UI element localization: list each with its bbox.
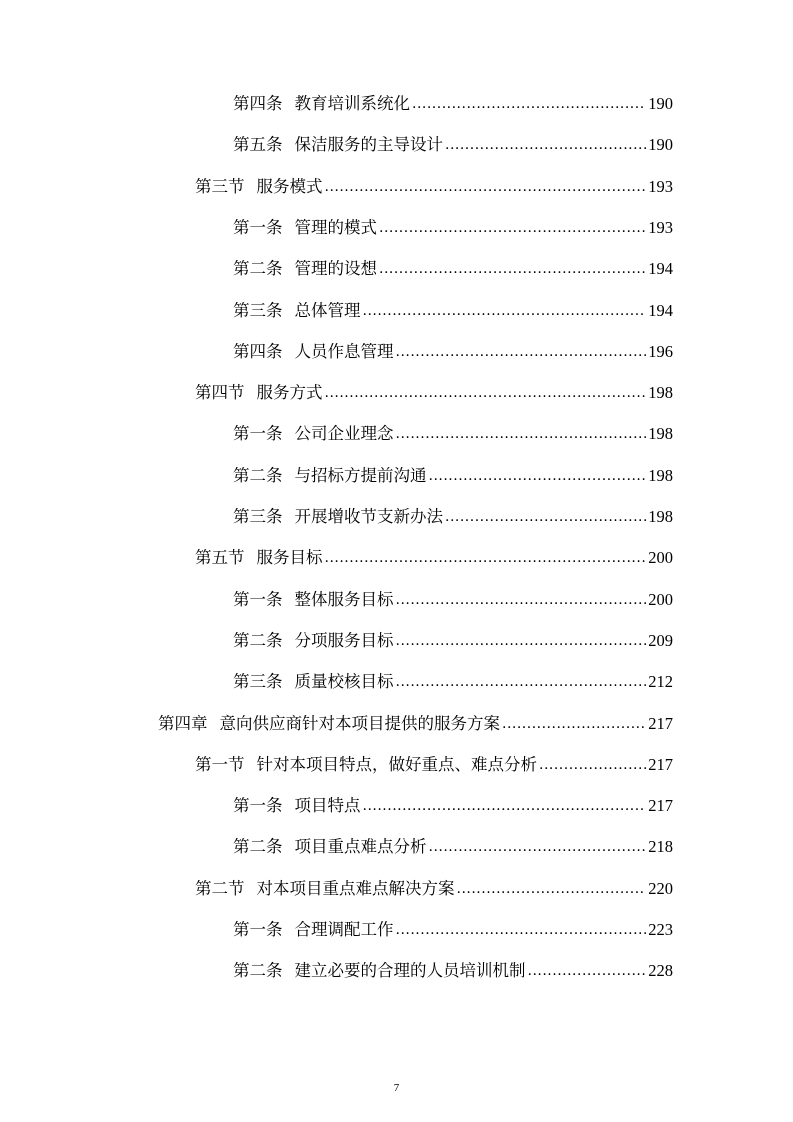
toc-entry-number: 第三节 [195, 176, 245, 196]
toc-entry[interactable] [158, 708, 673, 734]
toc-entry-number: 第二条 [233, 961, 283, 981]
toc-entry-page: 217 [648, 713, 673, 733]
toc-entry[interactable] [233, 584, 673, 610]
toc-dot-leader [412, 94, 646, 114]
toc-dot-leader [379, 218, 646, 238]
toc-entry-title: 意向供应商针对本项目提供的服务方案 [219, 713, 500, 733]
toc-entry[interactable] [233, 831, 673, 857]
toc-entry-number: 第一条 [233, 217, 283, 237]
toc-entry-number: 第三条 [233, 507, 283, 526]
toc-entry-number: 第一条 [233, 796, 283, 816]
toc-dot-leader [396, 920, 647, 940]
toc-entry-number: 第五节 [195, 548, 245, 568]
toc-dot-leader [396, 631, 647, 651]
toc-dot-leader [379, 259, 646, 279]
toc-dot-leader [363, 796, 647, 816]
toc-entry[interactable] [233, 790, 673, 816]
toc-entry-number: 第三条 [233, 300, 283, 320]
toc-entry-page: 198 [648, 383, 673, 403]
toc-dot-leader [429, 837, 647, 857]
toc-entry-title: 总体管理 [294, 300, 361, 320]
toc-entry-page: 190 [648, 135, 673, 155]
toc-entry-page: 198 [648, 424, 673, 444]
toc-entry-page: 194 [648, 259, 673, 279]
toc-entry-title: 项目重点难点分析 [294, 837, 427, 857]
toc-entry[interactable] [233, 253, 673, 279]
toc-entry-page: 220 [648, 878, 673, 898]
toc-entry-title: 合理调配工作 [294, 920, 394, 939]
toc-entry[interactable] [233, 295, 673, 321]
toc-entry-number: 第二节 [195, 878, 245, 898]
toc-entry-number: 第四条 [233, 341, 283, 361]
toc-entry[interactable] [195, 377, 673, 403]
toc-entry-page: 217 [648, 754, 673, 774]
toc-entry-page: 193 [648, 176, 673, 196]
toc-entry-number: 第四条 [233, 94, 283, 113]
toc-dot-leader [445, 135, 646, 155]
toc-entry-page: 196 [648, 341, 673, 361]
page-number: 7 [393, 1082, 400, 1094]
toc-entry-page: 228 [648, 961, 673, 981]
toc-entry-number: 第四节 [195, 383, 245, 403]
toc-entry-page: 217 [648, 796, 673, 816]
toc-entry[interactable] [233, 88, 673, 114]
toc-entry-number: 第二条 [233, 259, 283, 279]
toc-entry-title: 教育培训系统化 [294, 94, 410, 113]
toc-entry[interactable] [233, 501, 673, 527]
toc-entry[interactable] [233, 129, 673, 155]
toc-entry-number: 第二条 [233, 837, 283, 857]
toc-dot-leader [363, 301, 647, 321]
toc-entry-title: 管理的模式 [294, 217, 377, 237]
toc-entry[interactable] [233, 666, 673, 692]
toc-entry-number: 第三条 [233, 672, 283, 692]
toc-entry[interactable] [233, 212, 673, 238]
toc-entry-title: 服务方式 [256, 383, 323, 403]
toc-entry-number: 第一条 [233, 424, 283, 444]
toc-entry-title: 与招标方提前沟通 [294, 465, 427, 485]
toc-entry-page: 200 [648, 548, 673, 568]
toc-entry-title: 人员作息管理 [294, 341, 394, 361]
toc-entry[interactable] [233, 955, 673, 981]
toc-dot-leader [396, 424, 647, 444]
toc-entry-title: 对本项目重点难点解决方案 [256, 878, 455, 898]
toc-entry-page: 218 [648, 837, 673, 857]
toc-entry-title: 分项服务目标 [294, 630, 394, 650]
toc-entry-title: 服务目标 [256, 548, 323, 568]
toc-entry[interactable] [233, 418, 673, 444]
toc-entry[interactable] [233, 625, 673, 651]
toc-dot-leader [396, 672, 647, 692]
toc-entry[interactable] [233, 914, 673, 940]
toc-entry-number: 第五条 [233, 135, 283, 155]
toc-dot-leader [539, 755, 646, 775]
toc-entry-page: 212 [648, 672, 673, 692]
toc-dot-leader [325, 177, 647, 197]
toc-entry-number: 第四章 [158, 713, 208, 733]
toc-entry-title: 针对本项目特点，做好重点、难点分析 [256, 754, 537, 774]
toc-entry-title: 质量校核目标 [294, 672, 394, 692]
toc-entry-title: 保洁服务的主导设计 [294, 135, 443, 155]
toc-entry-title: 公司企业理念 [294, 424, 394, 444]
toc-entry-page: 198 [648, 465, 673, 485]
toc-entry-number: 第一条 [233, 920, 283, 939]
toc-entry-number: 第一条 [233, 589, 283, 609]
toc-entry-number: 第二条 [233, 465, 283, 485]
toc-entry-page: 209 [648, 630, 673, 650]
toc-entry-page: 198 [648, 507, 673, 526]
toc-entry-page: 200 [648, 589, 673, 609]
toc-entry-number: 第二条 [233, 630, 283, 650]
toc-dot-leader [528, 961, 647, 981]
toc-dot-leader [325, 548, 647, 568]
toc-entry-title: 建立必要的合理的人员培训机制 [294, 961, 526, 981]
toc-entry-title: 管理的设想 [294, 259, 377, 279]
toc-dot-leader [396, 590, 647, 610]
toc-entry[interactable] [195, 171, 673, 197]
toc-entry[interactable] [233, 336, 673, 362]
toc-dot-leader [502, 714, 646, 734]
toc-entry-page: 223 [648, 920, 673, 939]
toc-dot-leader [396, 342, 647, 362]
toc-entry-number: 第一节 [195, 754, 245, 774]
toc-entry[interactable] [195, 749, 673, 775]
toc-entry-title: 整体服务目标 [294, 589, 394, 609]
toc-entry-page: 194 [648, 300, 673, 320]
toc-dot-leader [429, 466, 647, 486]
toc-dot-leader [325, 383, 647, 403]
toc-entry[interactable] [195, 873, 673, 899]
toc-entry-title: 项目特点 [294, 796, 361, 816]
toc-entry-page: 193 [648, 217, 673, 237]
toc-entry[interactable] [195, 542, 673, 568]
toc-dot-leader [457, 879, 647, 899]
toc-entry-page: 190 [648, 94, 673, 113]
toc-entry-title: 开展增收节支新办法 [294, 507, 443, 526]
toc-entry-title: 服务模式 [256, 176, 323, 196]
toc-entry[interactable] [233, 460, 673, 486]
toc-dot-leader [445, 507, 646, 527]
